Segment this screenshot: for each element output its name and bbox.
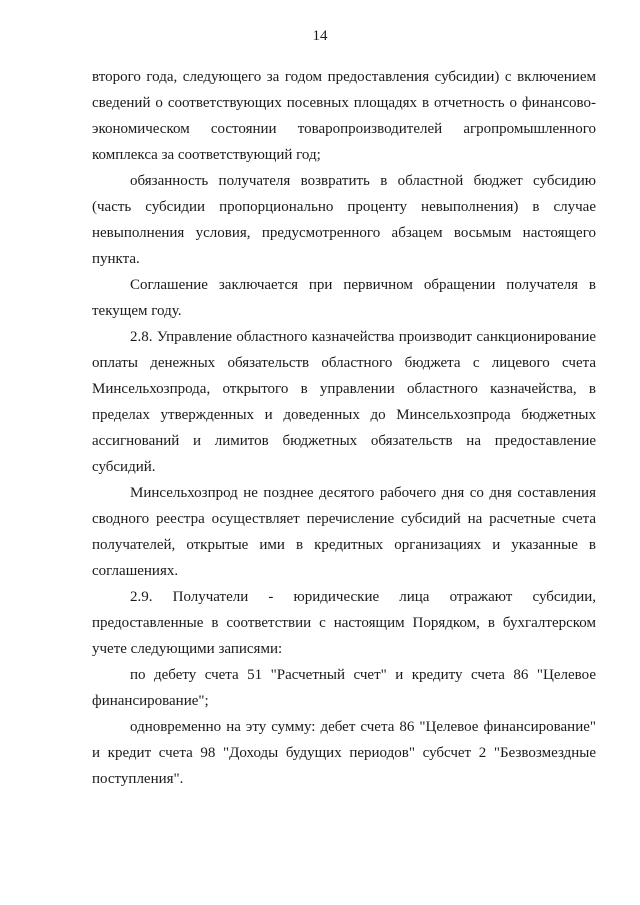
paragraph-continuation: второго года, следующего за годом предоставления субсидии) с включением сведений о соответствующих посевных площадях в отчетность о финансово-экономическом состоянии товаропроизводителей агропромышленного комплекса за соответствующий год; — [92, 69, 596, 163]
paragraph-2-9: 2.9. Получатели - юридические лица отражают субсидии, предоставленные в соответствии с настоящим Порядком, в бухгалтерском учете следующими записями: — [92, 589, 596, 657]
document-body — [92, 64, 596, 792]
paragraph-agreement: Соглашение заключается при первичном обращении получателя в текущем году. — [92, 277, 596, 319]
paragraph-2-8: 2.8. Управление областного казначейства производит санкционирование оплаты денежных обязательств областного бюджета с лицевого счета Минсельхозпрода, открытого в управлении областного казначейства, в пределах утвержденных и доведенных до Минсельхозпрода бюджетных ассигнований и лимитов бюджетных обязательств на предоставление субсидий. — [92, 329, 596, 475]
paragraph-transfer: Минсельхозпрод не позднее десятого рабочего дня со дня составления сводного реестра осуществляет перечисление субсидий на расчетные счета получателей, открытые ими в кредитных организациях и указанные в соглашениях. — [92, 485, 596, 579]
paragraph-simultaneous-entry: одновременно на эту сумму: дебет счета 86 "Целевое финансирование" и кредит счета 98 "Доходы будущих периодов" субсчет 2 "Безвозмездные поступления". — [92, 719, 596, 787]
paragraph-obligation: обязанность получателя возвратить в областной бюджет субсидию (часть субсидии пропорционально проценту невыполнения) в случае невыполнения условия, предусмотренного абзацем восьмым настоящего пункта. — [92, 173, 596, 267]
paragraph-debit-entry: по дебету счета 51 "Расчетный счет" и кредиту счета 86 "Целевое финансирование"; — [92, 667, 596, 709]
page-number: 14 — [312, 28, 328, 44]
